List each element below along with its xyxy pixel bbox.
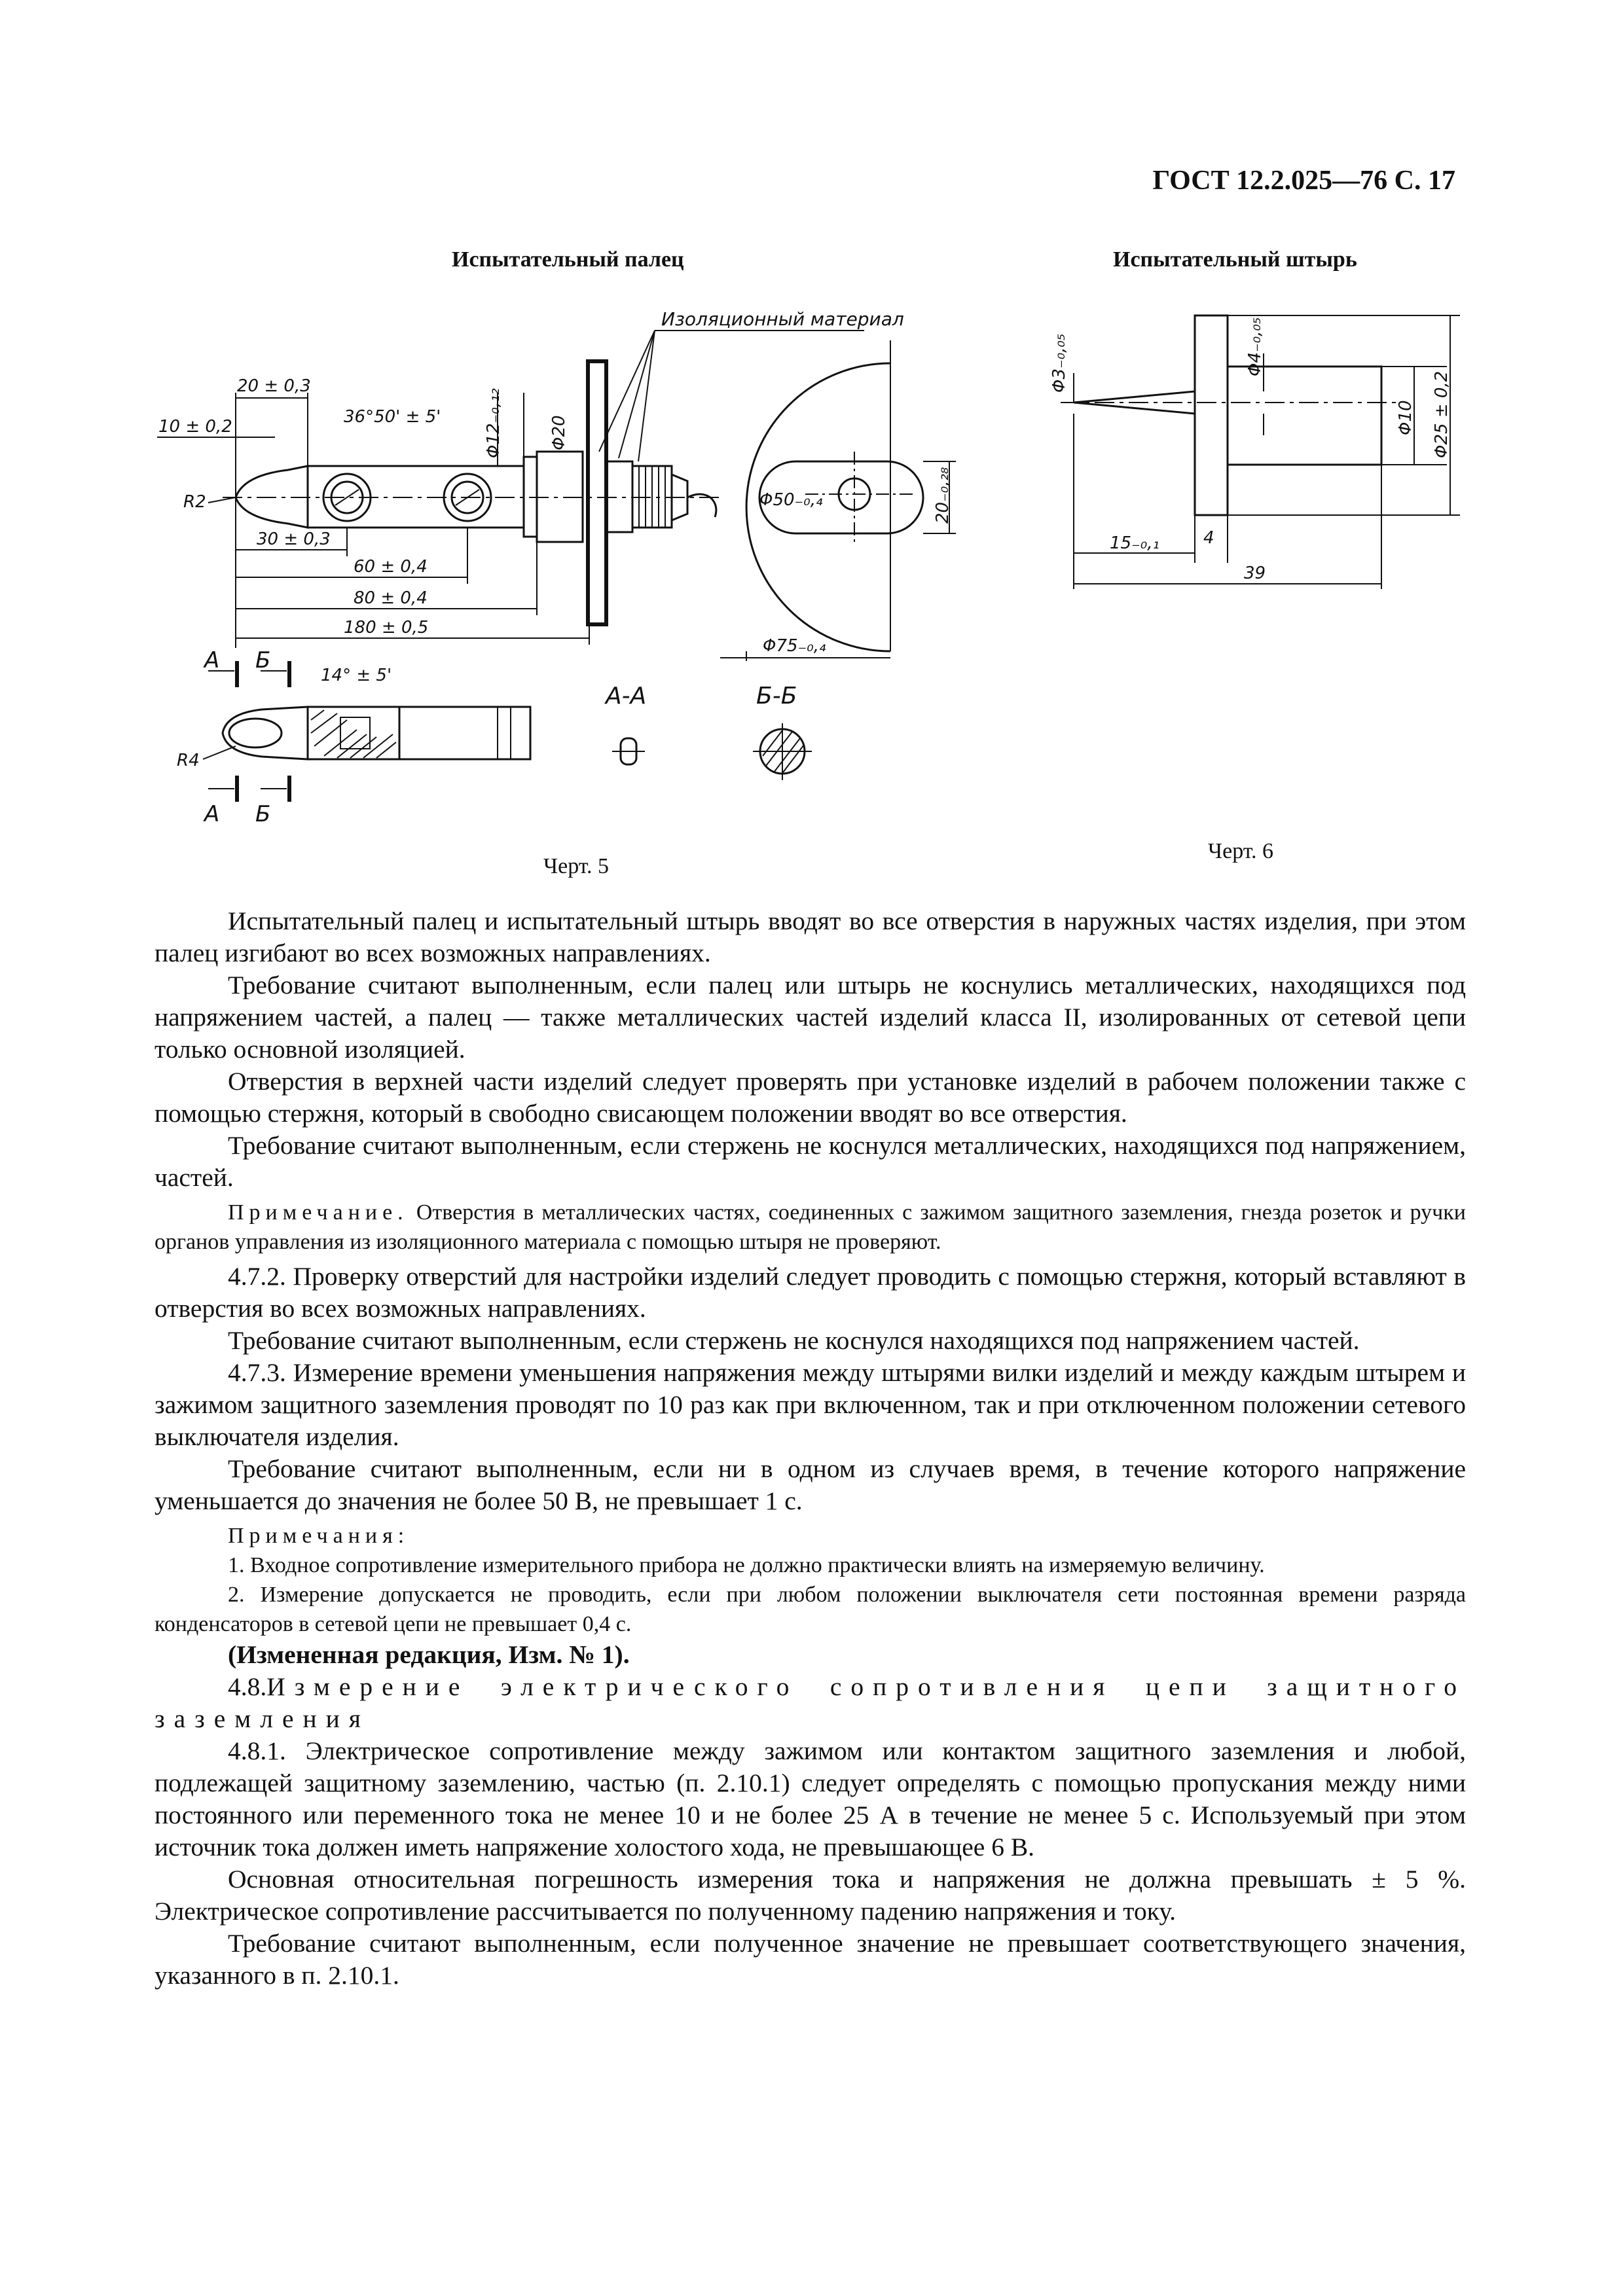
section-heading <box>155 1671 1466 1735</box>
dim-r2: R2 <box>183 492 206 512</box>
note-1: 1. Входное сопротивление измерительного прибора не должно практически влиять на измеряемую величину. <box>228 1553 1265 1577</box>
notes-label: Примечания: <box>228 1524 410 1548</box>
section-title: Измерение электрического сопротивления цепи защитного заземления <box>155 1672 1466 1733</box>
label-section-aa: А-А <box>606 683 647 709</box>
dim-30: 30 ± 0,3 <box>257 529 331 549</box>
technical-drawings <box>0 0 1623 916</box>
dim-15: 15₋₀,₁ <box>1110 533 1159 553</box>
dim-phi12: Φ12₋₀,₁₂ <box>484 388 503 458</box>
label-insulation: Изоляционный материал <box>661 308 904 330</box>
dim-phi50: Φ50₋₀,₄ <box>759 490 823 510</box>
dim-39: 39 <box>1244 564 1266 583</box>
figure6-caption: Черт. 6 <box>1208 839 1274 863</box>
dim-4: 4 <box>1203 528 1214 548</box>
section-mark-a-top: А <box>204 647 220 673</box>
paragraph: Требование считают выполненным, если стержень не коснулся находящихся под напряжением частей. <box>228 1326 1360 1355</box>
dim-phi4: Φ4₋₀,₀₅ <box>1245 317 1265 376</box>
body-text <box>155 905 1466 1992</box>
note-label: Примечание. <box>228 1200 409 1225</box>
section-number: 4.8. <box>228 1672 267 1701</box>
paragraph: Основная относительная погрешность измерения тока и напряжения не должна превышать ± 5 %. Электрическое сопротивление рассчитывается по полученному падению напряжения и току. <box>155 1865 1466 1926</box>
label-section-bb: Б-Б <box>756 683 797 709</box>
dim-angle: 36°50' ± 5' <box>344 407 441 427</box>
dim-phi75: Φ75₋₀,₄ <box>763 636 826 656</box>
paragraph: Требование считают выполненным, если стержень не коснулся металлических, находящихся под напряжением, частей. <box>155 1131 1466 1192</box>
dim-10: 10 ± 0,2 <box>158 417 232 437</box>
page-header: ГОСТ 12.2.025—76 С. 17 <box>1152 166 1455 196</box>
dim-20: 20 ± 0,3 <box>237 376 311 396</box>
figure5-caption: Черт. 5 <box>543 854 610 878</box>
figure6-title: Испытательный штырь <box>1113 247 1357 272</box>
note-text: Отверстия в металлических частях, соединенных с зажимом защитного заземления, гнезда розеток и ручки органов управления из изоляционного материала с помощью штыря не проверяют. <box>155 1200 1466 1254</box>
section-mark-a-bottom: А <box>204 801 220 827</box>
dim-20-028: 20₋₀,₂₈ <box>933 467 953 524</box>
test-pin-drawing <box>1049 315 1460 589</box>
note-2: 2. Измерение допускается не проводить, если при любом положении выключателя сети постоянная времени разряда конденсаторов в сетевой цепи не превышает 0,4 с. <box>155 1583 1466 1636</box>
paragraph: Требование считают выполненным, если ни в одном из случаев время, в течение которого напряжение уменьшается до значения не более 50 В, не превышает 1 с. <box>155 1454 1466 1515</box>
paragraph: Испытательный палец и испытательный штырь вводят во все отверстия в наружных частях изделия, при этом палец изгибают во всех возможных направлениях. <box>155 906 1466 967</box>
test-finger-drawing <box>157 308 956 827</box>
note <box>155 1198 1466 1257</box>
dim-180: 180 ± 0,5 <box>344 618 429 637</box>
paragraph: 4.7.3. Измерение времени уменьшения напряжения между штырями вилки изделий и между каждым штырем и зажимом защитного заземления проводят по 10 раз как при включенном, так и при отключенном положении сетевого выключателя изделия. <box>155 1358 1466 1451</box>
paragraph: 4.8.1. Электрическое сопротивление между зажимом или контактом защитного заземления и любой, подлежащей защитному заземлению, частью (п. 2.10.1) следует определять с помощью пропускания между ними постоянного или переменного тока не менее 10 и не более 25 А в течение не менее 5 с. Используемый при этом источник тока должен иметь напряжение холостого хода, не превышающее 6 В. <box>155 1736 1466 1861</box>
section-mark-b-top: Б <box>255 647 271 673</box>
dim-phi3: Φ3₋₀,₀₅ <box>1049 333 1069 393</box>
dim-phi25: Φ25 ± 0,2 <box>1432 370 1451 458</box>
dim-60: 60 ± 0,4 <box>354 557 428 577</box>
dim-phi20: Φ20 <box>549 415 569 450</box>
figure5-title: Испытательный палец <box>452 247 684 272</box>
section-mark-b-bottom: Б <box>255 801 271 827</box>
paragraph: Отверстия в верхней части изделий следует проверять при установке изделий в рабочем положении также с помощью стержня, который в свободно свисающем положении вводят во все отверстия. <box>155 1067 1466 1128</box>
dim-80: 80 ± 0,4 <box>354 588 428 608</box>
amended-label: (Измененная редакция, Изм. № 1). <box>228 1640 630 1669</box>
paragraph: Требование считают выполненным, если полученное значение не превышает соответствующего значения, указанного в п. 2.10.1. <box>155 1929 1466 1990</box>
dim-angle14: 14° ± 5' <box>321 666 392 685</box>
dim-r4: R4 <box>177 751 200 770</box>
paragraph: 4.7.2. Проверку отверстий для настройки изделий следует проводить с помощью стержня, который вставляют в отверстия во всех возможных направлениях. <box>155 1262 1466 1323</box>
dim-phi10: Φ10 <box>1396 400 1415 435</box>
paragraph: Требование считают выполненным, если палец или штырь не коснулись металлических, находящихся под напряжением частей, а палец — также металлических частей изделий класса II, изолированных от сетевой цепи только основной изоляцией. <box>155 971 1466 1064</box>
